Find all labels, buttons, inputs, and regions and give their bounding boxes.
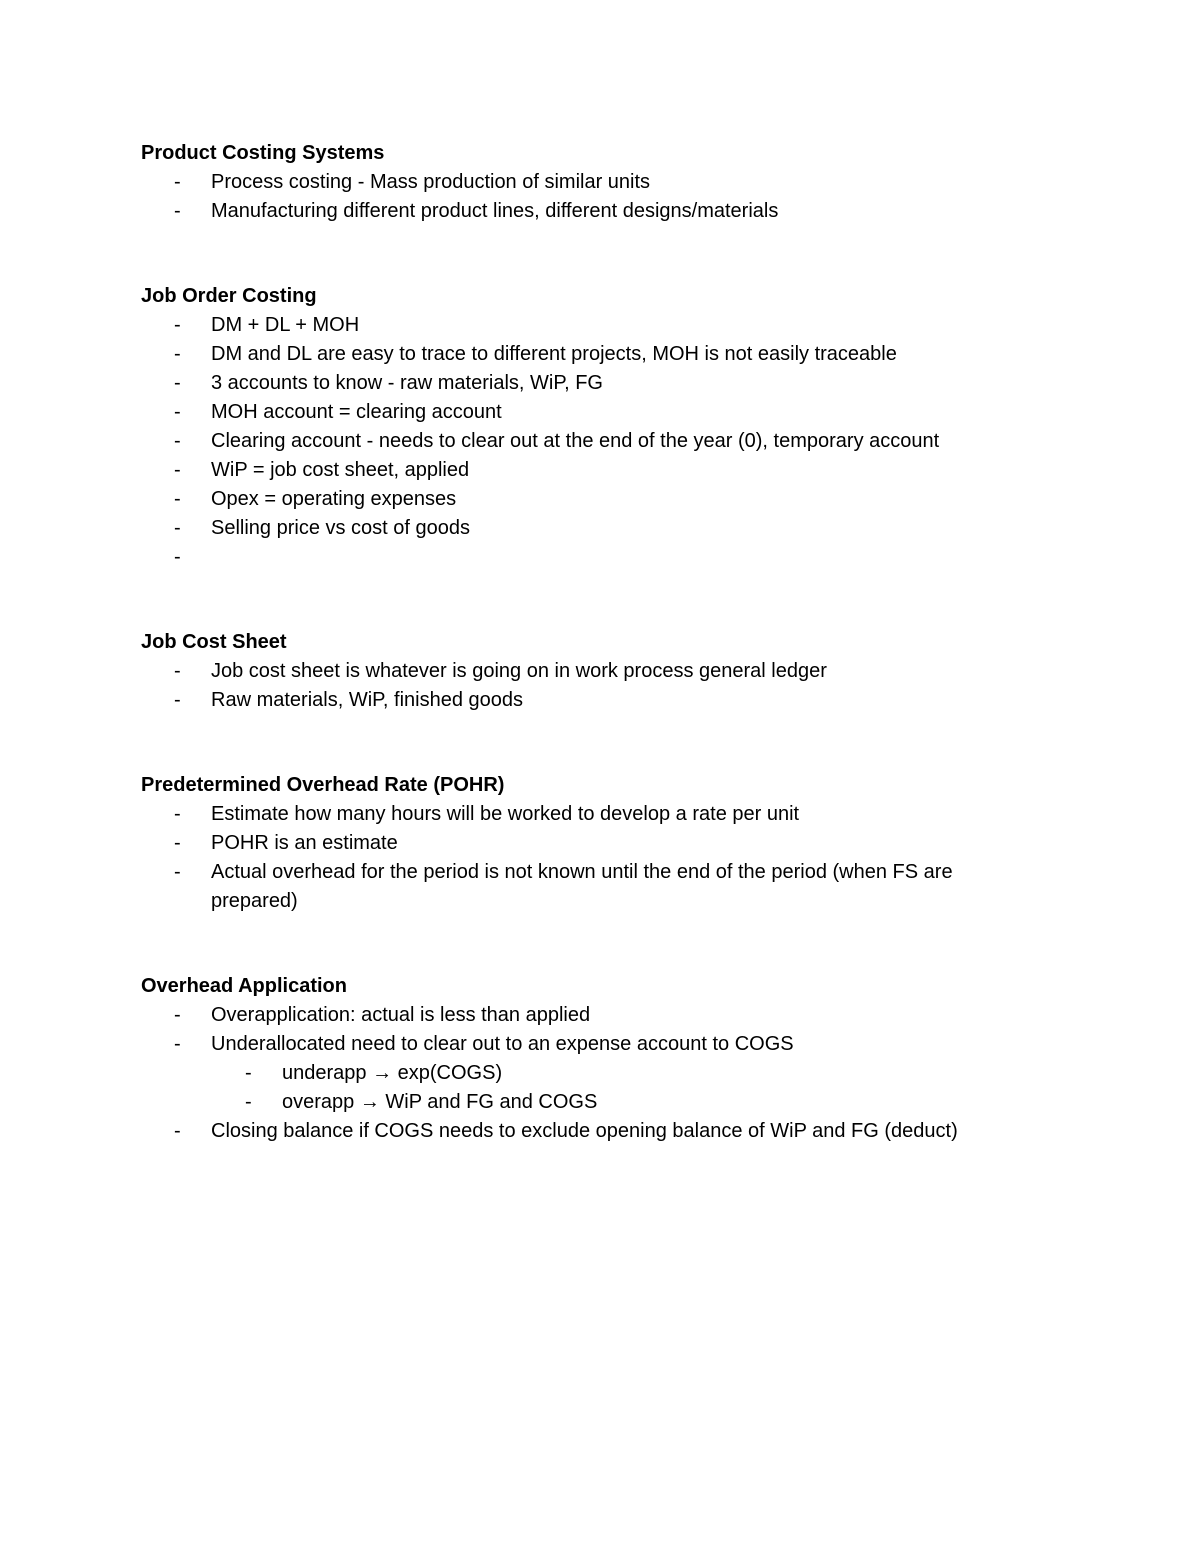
dash-bullet: - — [174, 517, 181, 539]
list-item-text: Job cost sheet is whatever is going on in work process general ledger — [211, 660, 827, 682]
list-item-text: Process costing - Mass production of similar units — [211, 171, 651, 193]
dash-bullet: - — [174, 488, 181, 510]
dash-bullet: - — [174, 546, 181, 568]
list-item-text: 3 accounts to know - raw materials, WiP, FG — [211, 372, 603, 394]
list-item-text: overapp → WiP and FG and COGS — [282, 1091, 598, 1113]
dash-bullet: - — [174, 1033, 181, 1055]
dash-bullet: - — [174, 689, 181, 711]
list-item — [141, 427, 1041, 456]
section-overhead-application — [141, 972, 1041, 1146]
list-item — [141, 485, 1041, 514]
list-item — [141, 1030, 1041, 1059]
dash-bullet: - — [174, 1120, 181, 1142]
list-item — [141, 197, 1041, 226]
dash-bullet: - — [174, 372, 181, 394]
dash-bullet: - — [174, 660, 181, 682]
bullet-list — [141, 657, 1041, 715]
list-item-text: Raw materials, WiP, finished goods — [211, 689, 523, 711]
list-item — [141, 829, 1041, 858]
list-item-text: POHR is an estimate — [211, 832, 398, 854]
dash-bullet: - — [174, 459, 181, 481]
bullet-list — [141, 311, 1041, 572]
list-item — [141, 800, 1041, 829]
nested-list-item — [141, 1059, 1041, 1088]
dash-bullet: - — [174, 832, 181, 854]
list-item-text: Actual overhead for the period is not known until the end of the period (when FS are prepared) — [211, 861, 953, 912]
list-item — [141, 311, 1041, 340]
section-predetermined-overhead-rate — [141, 771, 1041, 916]
bullet-list — [141, 800, 1041, 916]
dash-bullet: - — [174, 171, 181, 193]
nested-list-item — [141, 1088, 1041, 1117]
list-item-text: Opex = operating expenses — [211, 488, 457, 510]
list-item — [141, 168, 1041, 197]
list-item — [141, 514, 1041, 543]
bullet-list — [141, 168, 1041, 226]
section-heading: Job Cost Sheet — [141, 631, 287, 653]
bullet-list — [141, 1001, 1041, 1146]
list-item — [141, 340, 1041, 369]
dash-bullet: - — [174, 401, 181, 423]
section-heading: Overhead Application — [141, 975, 347, 997]
list-item-text: Estimate how many hours will be worked to develop a rate per unit — [211, 803, 800, 825]
list-item-text: Clearing account - needs to clear out at the end of the year (0), temporary account — [211, 430, 940, 452]
list-item — [141, 657, 1041, 686]
list-item — [141, 398, 1041, 427]
list-item-text: Overapplication: actual is less than applied — [211, 1004, 591, 1026]
list-item-empty — [141, 543, 1041, 572]
dash-bullet: - — [174, 803, 181, 825]
list-item — [141, 369, 1041, 398]
list-item-text: MOH account = clearing account — [211, 401, 502, 423]
section-product-costing-systems — [141, 139, 1041, 226]
section-heading: Job Order Costing — [141, 285, 317, 307]
section-job-cost-sheet — [141, 628, 1041, 715]
dash-bullet: - — [174, 430, 181, 452]
section-heading: Product Costing Systems — [141, 142, 385, 164]
list-item-text: underapp → exp(COGS) — [282, 1062, 503, 1084]
list-item-text: Manufacturing different product lines, different designs/materials — [211, 200, 779, 222]
section-job-order-costing — [141, 282, 1041, 572]
list-item — [141, 1001, 1041, 1030]
dash-bullet: - — [174, 343, 181, 365]
dash-bullet: - — [245, 1062, 252, 1084]
document-body — [141, 139, 1041, 1146]
list-item — [141, 686, 1041, 715]
list-item-text: Selling price vs cost of goods — [211, 517, 471, 539]
dash-bullet: - — [174, 314, 181, 336]
dash-bullet: - — [174, 861, 181, 883]
list-item-text: Underallocated need to clear out to an expense account to COGS — [211, 1033, 794, 1055]
dash-bullet: - — [174, 1004, 181, 1026]
list-item-text: WiP = job cost sheet, applied — [211, 459, 470, 481]
list-item-text: DM + DL + MOH — [211, 314, 360, 336]
dash-bullet: - — [174, 200, 181, 222]
list-item — [141, 1117, 1041, 1146]
section-heading: Predetermined Overhead Rate (POHR) — [141, 774, 505, 796]
list-item — [141, 858, 1041, 916]
dash-bullet: - — [245, 1091, 252, 1113]
list-item-text: DM and DL are easy to trace to different projects, MOH is not easily traceable — [211, 343, 897, 365]
list-item-text: Closing balance if COGS needs to exclude opening balance of WiP and FG (deduct) — [211, 1120, 958, 1142]
list-item — [141, 456, 1041, 485]
